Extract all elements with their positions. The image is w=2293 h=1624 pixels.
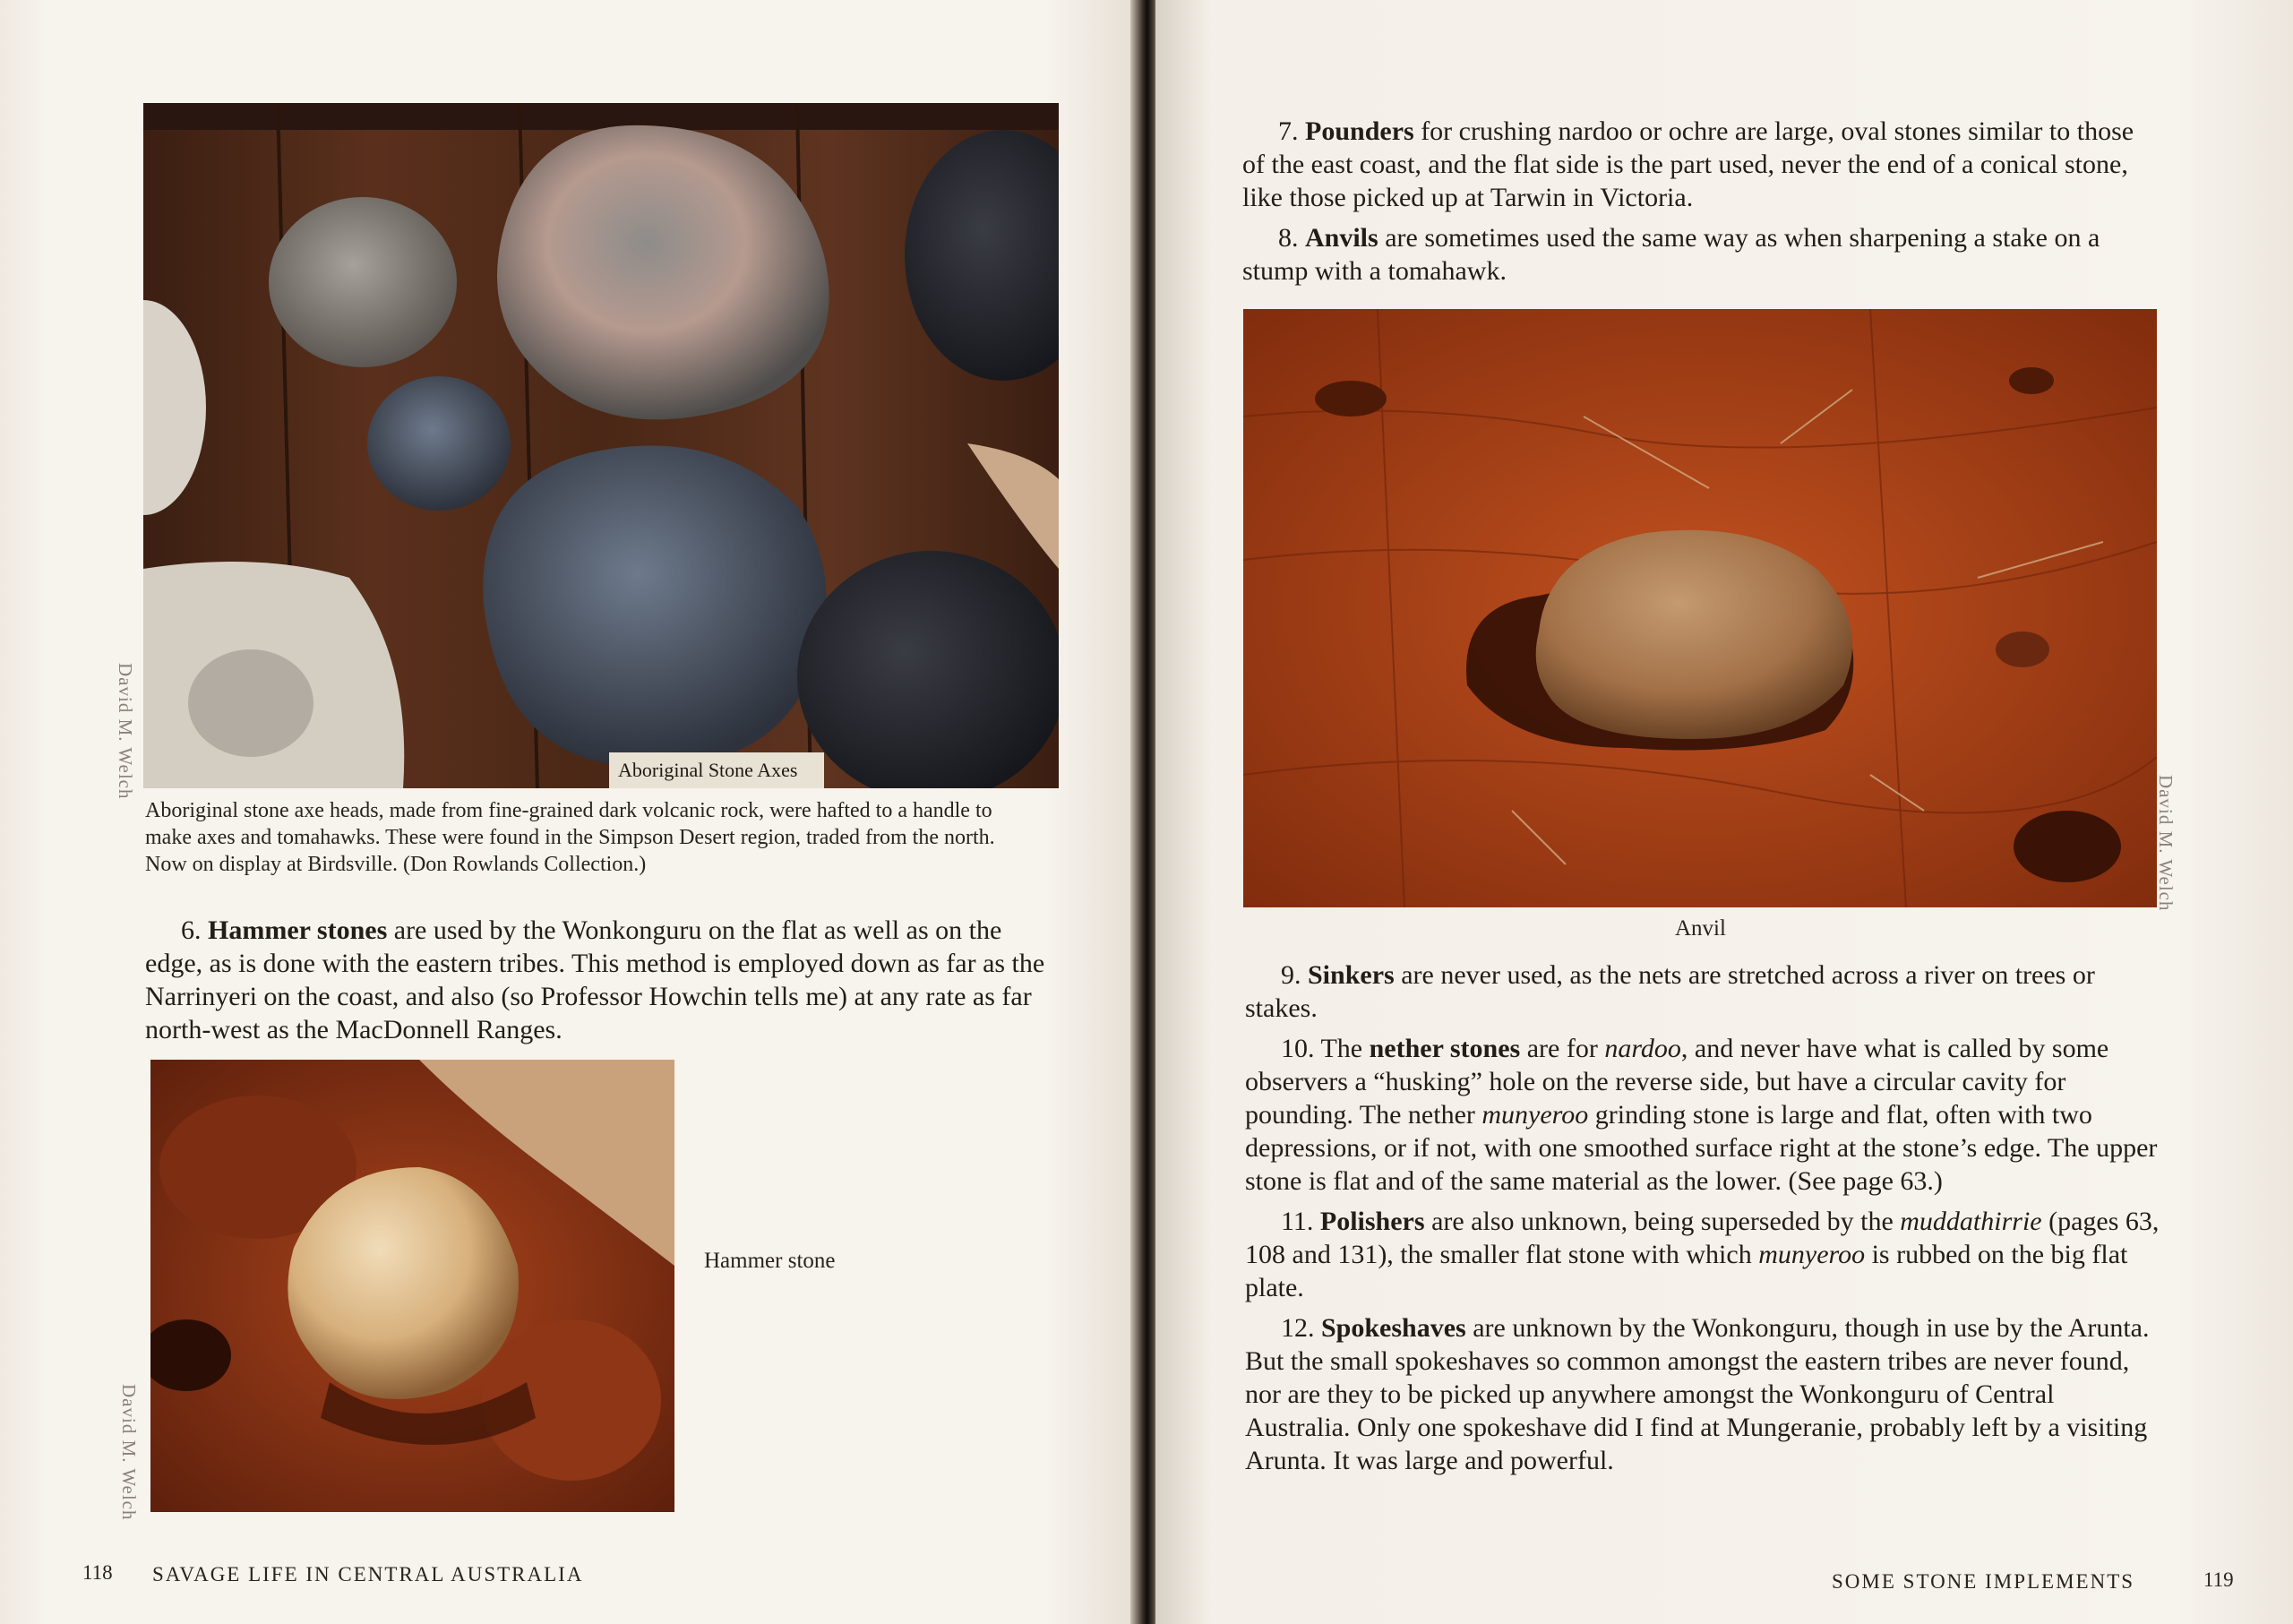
caption-anvil: Anvil	[1675, 916, 1726, 941]
paragraph-sinkers: 9. Sinkers are never used, as the nets are stretched across a river on trees or stakes.	[1245, 960, 2095, 1023]
paragraph-nether-stones: 10. The nether stones are for nardoo, and never have what is called by some observers a “husking” hole on the reverse side, but have a circular cavity for pounding. The nether munyeroo grinding stone is large and flat, often with two depressions, or if not, with one smoothed surface right at the stone’s edge. The upper stone is flat and of the same material as the lower. (See page 63.)	[1245, 1034, 2158, 1196]
stone-axes-photo	[143, 103, 1059, 788]
anvil-photo	[1243, 309, 2157, 907]
paragraph-spokeshaves: 12. Spokeshaves are unknown by the Wonkonguru, though in use by the Arunta. But the small spokeshaves so common amongst the eastern tribes are never found, nor are they to be picked up anywhere amongst the Wonkonguru of Central Australia. Only one spokeshave did I find at Mungeranie, probably left by a visiting Arunta. It was large and powerful.	[1245, 1313, 2150, 1475]
left-page	[0, 0, 1138, 1624]
page-number: 118	[82, 1561, 113, 1584]
paragraph-polishers: 11. Polishers are also unknown, being superseded by the muddathirrie (pages 63, 108 and 131), the smaller flat stone with which munyeroo is rubbed on the big flat plate.	[1245, 1207, 2160, 1302]
paragraph-anvils: 8. Anvils are sometimes used the same way as when sharpening a stake on a stump with a tomahawk.	[1242, 223, 2100, 286]
running-title: SOME STONE IMPLEMENTS	[1832, 1570, 2135, 1593]
caption-hammer-stone: Hammer stone	[704, 1249, 836, 1273]
photo-label: Aboriginal Stone Axes	[618, 759, 798, 781]
paragraphs-pounders-anvils	[1242, 115, 2160, 295]
paragraph-pounders: 7. Pounders for crushing nardoo or ochre are large, oval stones similar to those of the east coast, and the flat side is the part used, never the end of a conical stone, like those picked up at Tarwin in Victoria.	[1242, 116, 2134, 212]
running-title: SAVAGE LIFE IN CENTRAL AUSTRALIA	[152, 1563, 584, 1585]
photo-credit: David M. Welch	[115, 663, 136, 800]
page-number: 119	[2203, 1568, 2234, 1591]
photo-credit: David M. Welch	[118, 1384, 140, 1521]
hammer-stone-photo	[150, 1060, 674, 1512]
photo-credit: David M. Welch	[2155, 775, 2177, 912]
paragraph-hammer-stones: 6. Hammer stones are used by the Wonkonguru on the flat as well as on the edge, as is done with the eastern tribes. This method is employed down as far as the Narrinyeri on the coast, and also (so Professor Howchin tells me) at any rate as far north-west as the MacDonnell Ranges.	[145, 915, 1045, 1044]
right-page	[1155, 0, 2293, 1624]
paragraphs-sinkers-spokeshaves	[1245, 958, 2163, 1484]
caption-stone-axes: Aboriginal stone axe heads, made from fine-grained dark volcanic rock, were hafted to a handle to make axes and tomahawks. These were found in the Simpson Desert region, traded from the north. Now on display at Birdsville. (Don Rowlands Collection.)	[145, 799, 995, 876]
